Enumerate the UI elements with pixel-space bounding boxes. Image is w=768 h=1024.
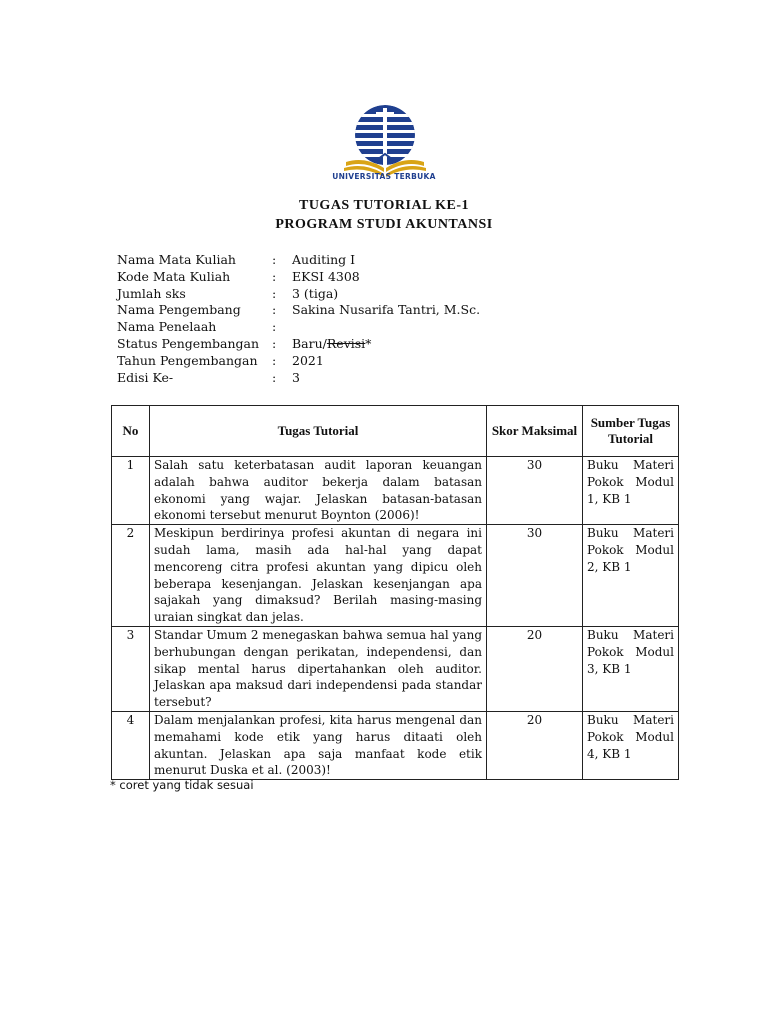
info-label: Tahun Pengembangan bbox=[117, 352, 258, 368]
table-row bbox=[112, 711, 679, 779]
status-revision-struck: Revisi bbox=[326, 335, 366, 351]
info-colon: : bbox=[272, 319, 277, 335]
page-title: TUGAS TUTORIAL KE-1 bbox=[298, 198, 470, 213]
info-colon: : bbox=[272, 302, 277, 318]
cell-source: Buku Materi Pokok Modul 2, KB 1 bbox=[583, 525, 679, 627]
cell-task: Meskipun berdirinya profesi akuntan di negara ini sudah lama, masih ada hal-hal yang dapat mencoreng citra profesi akuntan yang dipicu oleh beberapa kesenjangan. Jelaskan kesenjangan apa sajakah yang dimaksud? Berilah masing-masing uraian singkat dan jelas. bbox=[150, 525, 487, 627]
cell-score: 30 bbox=[487, 457, 583, 525]
cell-source: Buku Materi Pokok Modul 3, KB 1 bbox=[583, 626, 679, 711]
info-value: 2021 bbox=[292, 352, 324, 368]
info-label: Jumlah sks bbox=[117, 285, 186, 301]
info-row-year bbox=[117, 353, 480, 370]
cell-source: Buku Materi Pokok Modul 4, KB 1 bbox=[583, 711, 679, 779]
cell-no: 4 bbox=[112, 711, 150, 779]
logo-wordmark: UNIVERSITAS TERBUKA bbox=[332, 172, 436, 181]
info-row-credits bbox=[117, 286, 480, 303]
course-info bbox=[117, 252, 480, 386]
info-row-edition bbox=[117, 370, 480, 387]
tutorial-task-table bbox=[111, 405, 679, 780]
cell-source: Buku Materi Pokok Modul 1, KB 1 bbox=[583, 457, 679, 525]
info-colon: : bbox=[272, 335, 277, 351]
table-row bbox=[112, 525, 679, 627]
table-row bbox=[112, 457, 679, 525]
header-score: Skor Maksimal bbox=[487, 406, 583, 457]
cell-score: 20 bbox=[487, 626, 583, 711]
status-asterisk: * bbox=[365, 335, 372, 351]
info-label: Nama Penelaah bbox=[117, 319, 217, 335]
info-colon: : bbox=[272, 252, 277, 267]
info-value bbox=[292, 336, 371, 353]
info-row-course-name bbox=[117, 252, 480, 269]
universitas-terbuka-logo bbox=[340, 102, 430, 182]
cell-task: Salah satu keterbatasan audit laporan keuangan adalah bahwa auditor bekerja dalam batasan ekonomi yang wajar. Jelaskan batasan-batasan ekonomi tersebut menurut Boynton (2006)! bbox=[150, 457, 487, 525]
info-label: Nama Mata Kuliah bbox=[117, 252, 236, 267]
info-value: EKSI 4308 bbox=[292, 268, 360, 284]
info-row-status bbox=[117, 336, 480, 353]
cell-no: 3 bbox=[112, 626, 150, 711]
info-label: Kode Mata Kuliah bbox=[117, 268, 231, 284]
info-row-reviewer bbox=[117, 319, 480, 336]
info-label: Edisi Ke- bbox=[117, 369, 174, 385]
info-label: Nama Pengembang bbox=[117, 302, 241, 318]
header-task: Tugas Tutorial bbox=[150, 406, 487, 457]
info-colon: : bbox=[272, 268, 277, 284]
info-colon: : bbox=[272, 285, 277, 301]
info-value: 3 (tiga) bbox=[292, 285, 339, 301]
info-value: 3 bbox=[292, 369, 300, 385]
info-label: Status Pengembangan bbox=[117, 335, 260, 351]
info-row-developer bbox=[117, 302, 480, 319]
info-colon: : bbox=[272, 369, 277, 385]
cell-no: 1 bbox=[112, 457, 150, 525]
status-new: Baru/ bbox=[292, 335, 327, 351]
info-colon: : bbox=[272, 352, 277, 368]
footnote: * coret yang tidak sesuai bbox=[110, 778, 254, 792]
cell-task: Standar Umum 2 menegaskan bahwa semua hal yang berhubungan dengan perikatan, independensi, dan sikap mental harus dipertahankan oleh auditor. Jelaskan apa maksud dari independensi pada standar tersebut? bbox=[150, 626, 487, 711]
cell-score: 30 bbox=[487, 525, 583, 627]
page-subtitle: PROGRAM STUDI AKUNTANSI bbox=[275, 217, 493, 232]
header-no: No bbox=[112, 406, 150, 457]
header-source: Sumber Tugas Tutorial bbox=[583, 406, 679, 457]
info-row-course-code bbox=[117, 269, 480, 286]
table-row bbox=[112, 626, 679, 711]
table-header-row bbox=[112, 406, 679, 457]
cell-task: Dalam menjalankan profesi, kita harus mengenal dan memahami kode etik yang harus ditaati oleh akuntan. Jelaskan apa saja manfaat kode etik menurut Duska et al. (2003)! bbox=[150, 711, 487, 779]
info-value: Sakina Nusarifa Tantri, M.Sc. bbox=[292, 302, 481, 318]
cell-no: 2 bbox=[112, 525, 150, 627]
info-value: Auditing I bbox=[292, 252, 356, 267]
cell-score: 20 bbox=[487, 711, 583, 779]
